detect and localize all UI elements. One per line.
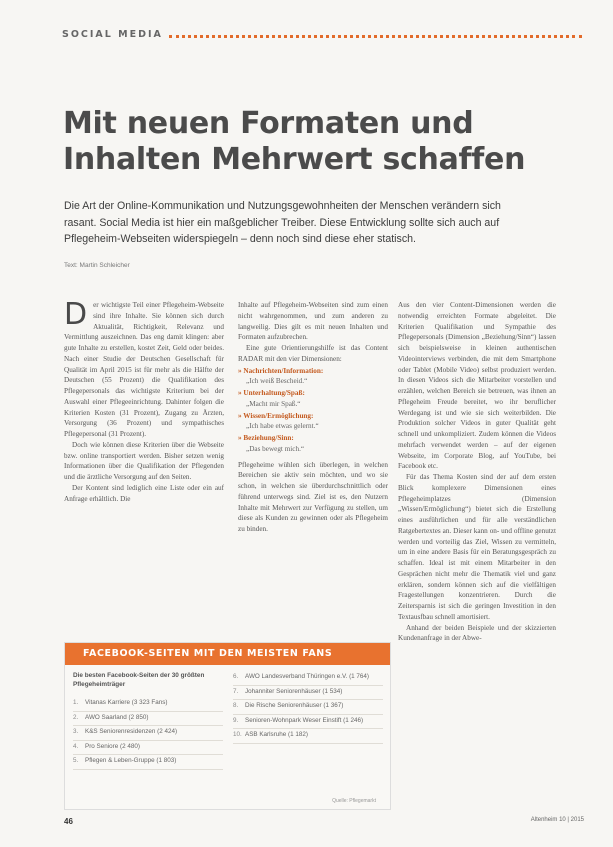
list-item-label: » Wissen/Ermöglichung: [238,411,314,420]
box-title: FACEBOOK-SEITEN MIT DEN MEISTEN FANS [65,643,390,665]
box-intro: Die besten Facebook-Seiten der 30 größten Pflegeheimträger [73,672,205,688]
list-item-quote: „Ich habe etwas gelernt.“ [246,422,319,431]
paragraph: Inhalte auf Pflegeheim-Webseiten sind zum einen nicht wahrgenommen, und zum anderen zu langweilig. Dies gilt es mit neuen Inhalten und Formaten aufzubrechen. [238,301,388,342]
author-byline: Text: Martin Schleicher [64,262,130,269]
headline-line-2: Inhalten Mehrwert schaffen [63,142,526,177]
list-item: 1. Vitanas Karriere (3 323 Fans) [73,697,223,712]
paragraph: Eine gute Orientierungshilfe ist das Content RADAR mit den vier Dimensionen: [238,344,388,363]
article-headline [63,106,563,178]
list-item: 3. K&S Seniorenresidenzen (2 424) [73,726,223,741]
list-item: 8. Die Rische Seniorenhäuser (1 367) [233,700,383,715]
list-item: 5. Pflegen & Leben-Gruppe (1 803) [73,755,223,770]
header-dotted-rule [169,30,582,38]
list-item: 10. ASB Karlsruhe (1 182) [233,729,383,744]
list-item-quote: „Das bewegt mich.“ [246,444,305,453]
list-item-label: » Nachrichten/Information: [238,366,324,375]
body-column-2 [238,300,388,630]
list-item: 2. AWO Saarland (2 850) [73,712,223,727]
list-item: 9. Senioren-Wohnpark Weser Einstift (1 246) [233,715,383,730]
section-label: SOCIAL MEDIA [62,28,163,40]
list-item: 6. AWO Landesverband Thüringen e.V. (1 764) [233,671,383,686]
article-lead: Die Art der Online-Kommunikation und Nutzungsgewohnheiten der Menschen verändern sich rasant. Social Media ist hier ein maßgeblicher Treiber. Diese Entwicklung sollte sich auch auf Pflegeheim-Webseiten widerspiegeln – denn noch sind diese eher statisch. [64,200,501,245]
body-column-1 [64,297,224,630]
ranking-list-left [73,671,223,770]
body-column-3 [398,300,556,805]
page-footer [64,817,584,827]
content-radar-list [238,366,388,455]
list-item-quote: „Macht mir Spaß.“ [246,399,301,408]
section-header [62,26,582,42]
list-item-quote: „Ich weiß Bescheid.“ [246,377,308,386]
magazine-issue: Altenheim 10 | 2015 [530,817,584,823]
paragraph: Für das Thema Kosten sind der auf dem ersten Blick komplexere Dimensionen eines Pflegeheimplatzes (Dimension „Wissen/Ermöglichung“) bietet sich die Erstellung eines ausführlichen und für alle verständlichen Ratgebertextes an. Dieser kann on- und offline genutzt werden und vorteilig das Ziel, Wissen zu vermitteln, um in eine andere Basis für ein Beratungsgespräch zu schaffen. Ideal ist mit einem Mitarbeiter in den Gesprächen nicht mehr die Thematik viel und ganz erklären, sondern können sich auf die vielfältigen Fragestellungen konzentrieren. Durch die Zeitersparnis ist sich die geringen Investition in den Textausfbau schnell amortisiert. [398,473,556,621]
list-item: 4. Pro Seniore (2 480) [73,741,223,756]
paragraph: Anhand der beiden Beispiele und der skizzierten Kundenanfrage in der Abwe- [398,623,556,643]
list-item-label: » Unterhaltung/Spaß: [238,389,305,397]
facebook-ranking-box [64,642,391,810]
box-source: Quelle: Pflegemarkt [332,798,376,804]
list-item: 7. Johanniter Seniorenhäuser (1 534) [233,686,383,701]
drop-cap: D [64,297,88,332]
page-number: 46 [64,817,73,826]
paragraph: Der Kontent sind lediglich eine Liste oder ein auf Anfrage erhältlich. Die [64,483,224,503]
paragraph: Aus den vier Content-Dimensionen werden die notwendig erreichten Formate abgeleitet. Die Kriterien Qualifikation und Sympathie des Pflegepersonals (Dimension „Beziehung/Sinn“) lassen sich beispielsweise in kleinen authentischen Videointerviews verbinden, die mit dem Smartphone oder Tablet (Mobile Video) selbst produziert werden. In diesen Videos sich die Mitarbeiter vorstellen und erzählen, welchen Bereich sie betreuen, was ihnen an Pflegeheim Freude bereitet, wo ihr beruflicher Werdegang ist und wie sie sich weiterbilden. Die Produktion solcher Videos in guter Qualität geht schnell und unkompliziert. Zudem können die Videos mehrfach verwendet werden – auf der eigenen Webseite, im Corporate Blog, auf YouTube, bei Facebook etc. [398,301,556,471]
paragraph: Pflegeheime wühlen sich überlegen, in welchen Bereichen sie aktiv sein möchten, und wo sie schon, in welchen sie überdurchschnittlich oder führend unterwegs sind. Ziel ist es, den Nutzern Inhalte mit Mehrwert zur Verfügung zu stellen, um diese als Kunden zu gewinnen oder als Pflegeheim zu binden. [238,460,388,533]
list-item-label: » Beziehung/Sinn: [238,434,294,442]
paragraph: er wichtigste Teil einer Pflegeheim-Webseite sind ihre Inhalte. Sie können sich durch Aktualität, Richtigkeit, Relevanz und Vermittlung auszeichnen. Das eng damit klingen: aber gute Inhalte zu erstellen, kostet Zeit, Geld oder beides. Nach einer Studie der Deutschen Gesellschaft für Qualität im April 2015 ist für mehr als die Hälfte der Deutschen (55 Prozent) die Qualifikation des Pflegepersonals das wichtigste Kriterium bei der Auswahl einer Pflegeeinrichtung. Dahinter folgen die Kriterien Kosten (31 Prozent), Zugang zu Ärzten, Versorgung (36 Prozent) und sympathisches Pflegepersonal (31 Prozent). [64,301,224,438]
paragraph: Doch wie können diese Kriterien über die Webseite bzw. online transportiert werden. Bisher setzen wenig Informationen über die Qualifikation der Pflegenden und die ärztliche Versorgung auf den Seiten. [64,440,224,481]
ranking-list-right [233,671,383,744]
headline-line-1: Mit neuen Formaten und [63,106,474,141]
